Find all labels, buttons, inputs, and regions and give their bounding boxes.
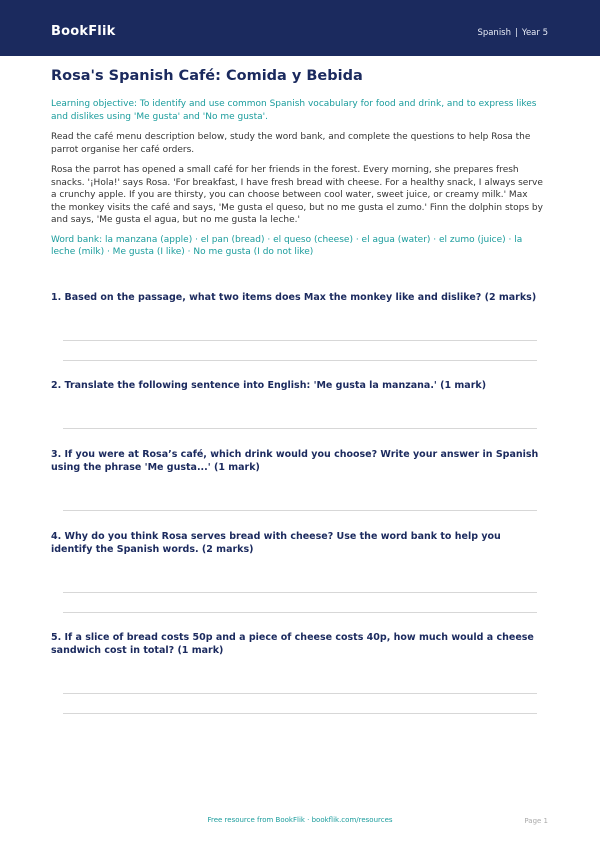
meta-separator: | — [515, 28, 518, 38]
year-label: Year 5 — [521, 28, 548, 38]
word-bank: Word bank: la manzana (apple) · el pan (bread) · el queso (cheese) · el agua (water) · el zumo (juice) · la leche (milk) · Me gusta (I like) · No me gusta (I do not like) — [51, 234, 523, 257]
question-3: 3. If you were at Rosa’s café, which drink would you choose? Write your answer in Spanish using the phrase 'Me gusta...' (1 mark) — [51, 449, 539, 473]
answer-line[interactable] — [63, 510, 537, 511]
page-header — [0, 0, 600, 56]
instructions: Read the café menu description below, study the word bank, and complete the questions to help Rosa the parrot organise her café orders. — [51, 132, 531, 155]
answer-line[interactable] — [63, 713, 537, 714]
answer-line[interactable] — [63, 612, 537, 613]
page-number: Page 1 — [524, 817, 548, 825]
subject-label: Spanish — [477, 28, 512, 38]
question-2: 2. Translate the following sentence into English: 'Me gusta la manzana.' (1 mark) — [51, 380, 487, 391]
question-5: 5. If a slice of bread costs 50p and a piece of cheese costs 40p, how much would a cheese sandwich cost in total? (1 mark) — [51, 632, 534, 656]
question-1: 1. Based on the passage, what two items does Max the monkey like and dislike? (2 marks) — [51, 292, 537, 303]
answer-line[interactable] — [63, 693, 537, 694]
learning-objective: Learning objective: To identify and use common Spanish vocabulary for food and drink, and to express likes and dislikes using 'Me gusta' and 'No me gusta'. — [51, 99, 537, 122]
reading-passage: Rosa the parrot has opened a small café for her friends in the forest. Every morning, she prepares fresh snacks. '¡Hola!' says Rosa. 'For breakfast, I have fresh bread with cheese. For a healthy snack, I always serve a crunchy apple. If you are thirsty, you can choose between cool water, sweet juice, or creamy milk.' Max the monkey visits the café and says, 'Me gusta el queso, but no me gusta el zumo.' Finn the dolphin stops by and says, 'Me gusta el agua, but no me gusta la leche.' — [51, 165, 543, 225]
page-title: Rosa's Spanish Café: Comida y Bebida — [51, 68, 363, 84]
answer-line[interactable] — [63, 428, 537, 429]
subject-year-meta — [477, 28, 548, 38]
question-4: 4. Why do you think Rosa serves bread with cheese? Use the word bank to help you identify the Spanish words. (2 marks) — [51, 531, 501, 555]
brand-logo: BookFlik — [51, 24, 116, 39]
answer-line[interactable] — [63, 360, 537, 361]
answer-line[interactable] — [63, 340, 537, 341]
answer-line[interactable] — [63, 592, 537, 593]
worksheet-intro — [51, 62, 544, 259]
footer-credit: Free resource from BookFlik · bookflik.com/resources — [207, 816, 393, 824]
